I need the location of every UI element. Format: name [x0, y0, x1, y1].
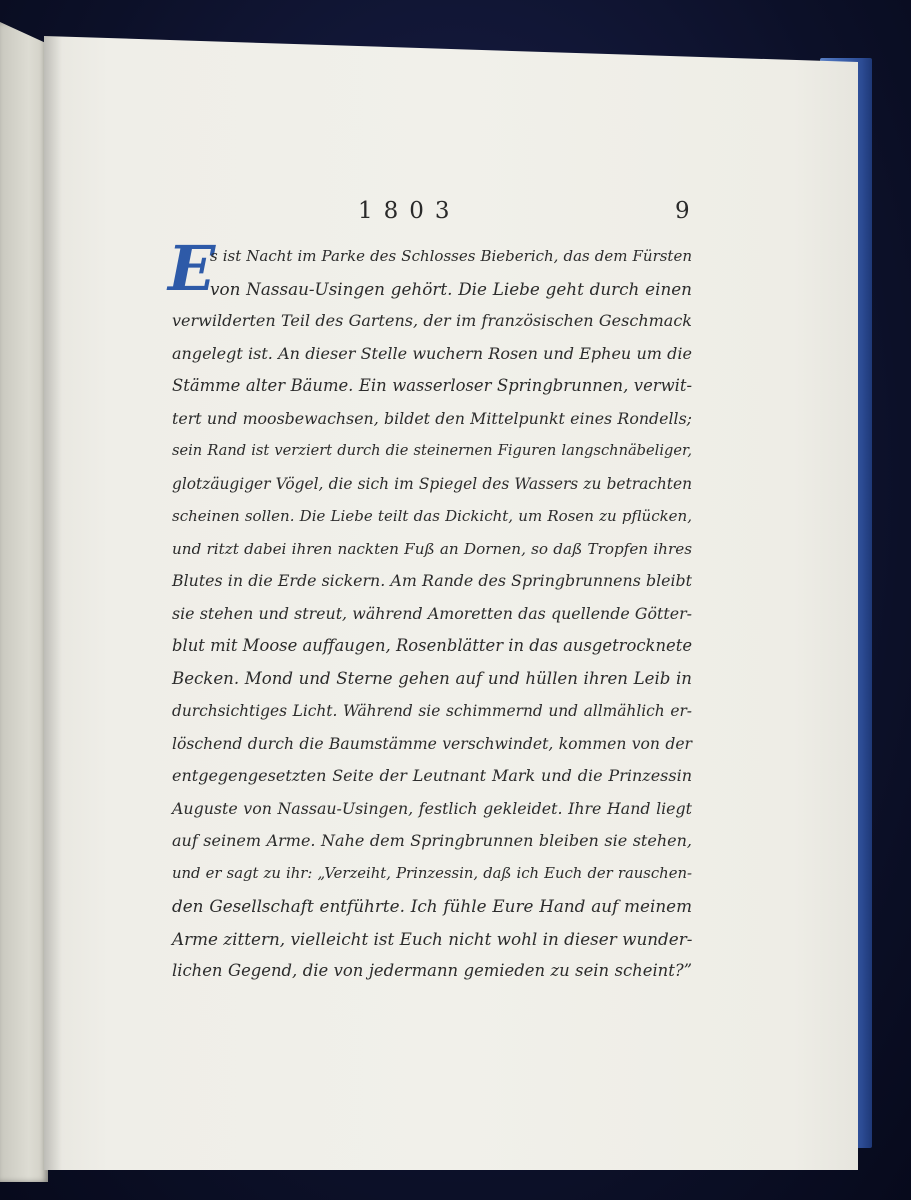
text-line: durchsichtiges Licht. Während sie schimmernd und allmählich er- [172, 702, 692, 720]
text-line: auf seinem Arme. Nahe dem Springbrunnen bleiben sie stehen, [172, 831, 692, 850]
text-line: löschend durch die Baumstämme verschwindet, kommen von der [172, 734, 692, 753]
drop-cap-initial: E [168, 232, 216, 305]
page-number: 9 [675, 198, 690, 224]
spine-shadow [44, 36, 62, 1170]
text-line: entgegengesetzten Seite der Leutnant Mark und die Prinzessin [172, 766, 692, 785]
text-line: blut mit Moose auffaugen, Rosenblätter in das ausgetrocknete [172, 636, 693, 655]
text-line: tert und moosbewachsen, bildet den Mittelpunkt eines Rondells; [172, 408, 692, 428]
text-line: sein Rand ist verziert durch die steinernen Figuren langschnäbeliger, [172, 442, 692, 459]
text-line: Blutes in die Erde sickern. Am Rande des Springbrunnens bleibt [172, 571, 692, 590]
text-line: verwilderten Teil des Gartens, der im französischen Geschmack [172, 311, 692, 330]
text-line: von Nassau-Usingen gehört. Die Liebe geht durch einen [210, 278, 692, 299]
text-line: Auguste von Nassau-Usingen, festlich gekleidet. Ihre Hand liegt [172, 798, 692, 818]
text-line: scheinen sollen. Die Liebe teilt das Dickicht, um Rosen zu pflücken, [172, 507, 692, 525]
text-line: sie stehen und streut, während Amoretten das quellende Götter- [172, 603, 692, 623]
text-line: den Gesellschaft entführte. Ich fühle Eure Hand auf meinem [172, 896, 692, 916]
text-line: lichen Gegend, die von jedermann gemieden zu sein scheint?” [172, 961, 692, 980]
left-page-edge [0, 22, 48, 1182]
text-line: Arme zittern, vielleicht ist Euch nicht wohl in dieser wunder- [172, 928, 693, 949]
text-line: und er sagt zu ihr: „Verzeiht, Prinzessin, daß ich Euch der rauschen- [172, 864, 692, 882]
text-line: und ritzt dabei ihren nackten Fuß an Dornen, so daß Tropfen ihres [172, 539, 692, 558]
text-line: Stämme alter Bäume. Ein wasserloser Springbrunnen, verwit- [172, 376, 692, 395]
page-body-text [172, 240, 692, 988]
running-head-year: 1803 [358, 198, 461, 224]
text-line: glotzäugiger Vögel, die sich im Spiegel des Wassers zu betrachten [172, 474, 692, 493]
text-line: s ist Nacht im Parke des Schlosses Bieberich, das dem Fürsten [210, 247, 692, 265]
text-line: angelegt ist. An dieser Stelle wuchern Rosen und Epheu um die [172, 343, 692, 363]
text-line: Becken. Mond und Sterne gehen auf und hüllen ihren Leib in [172, 668, 692, 688]
